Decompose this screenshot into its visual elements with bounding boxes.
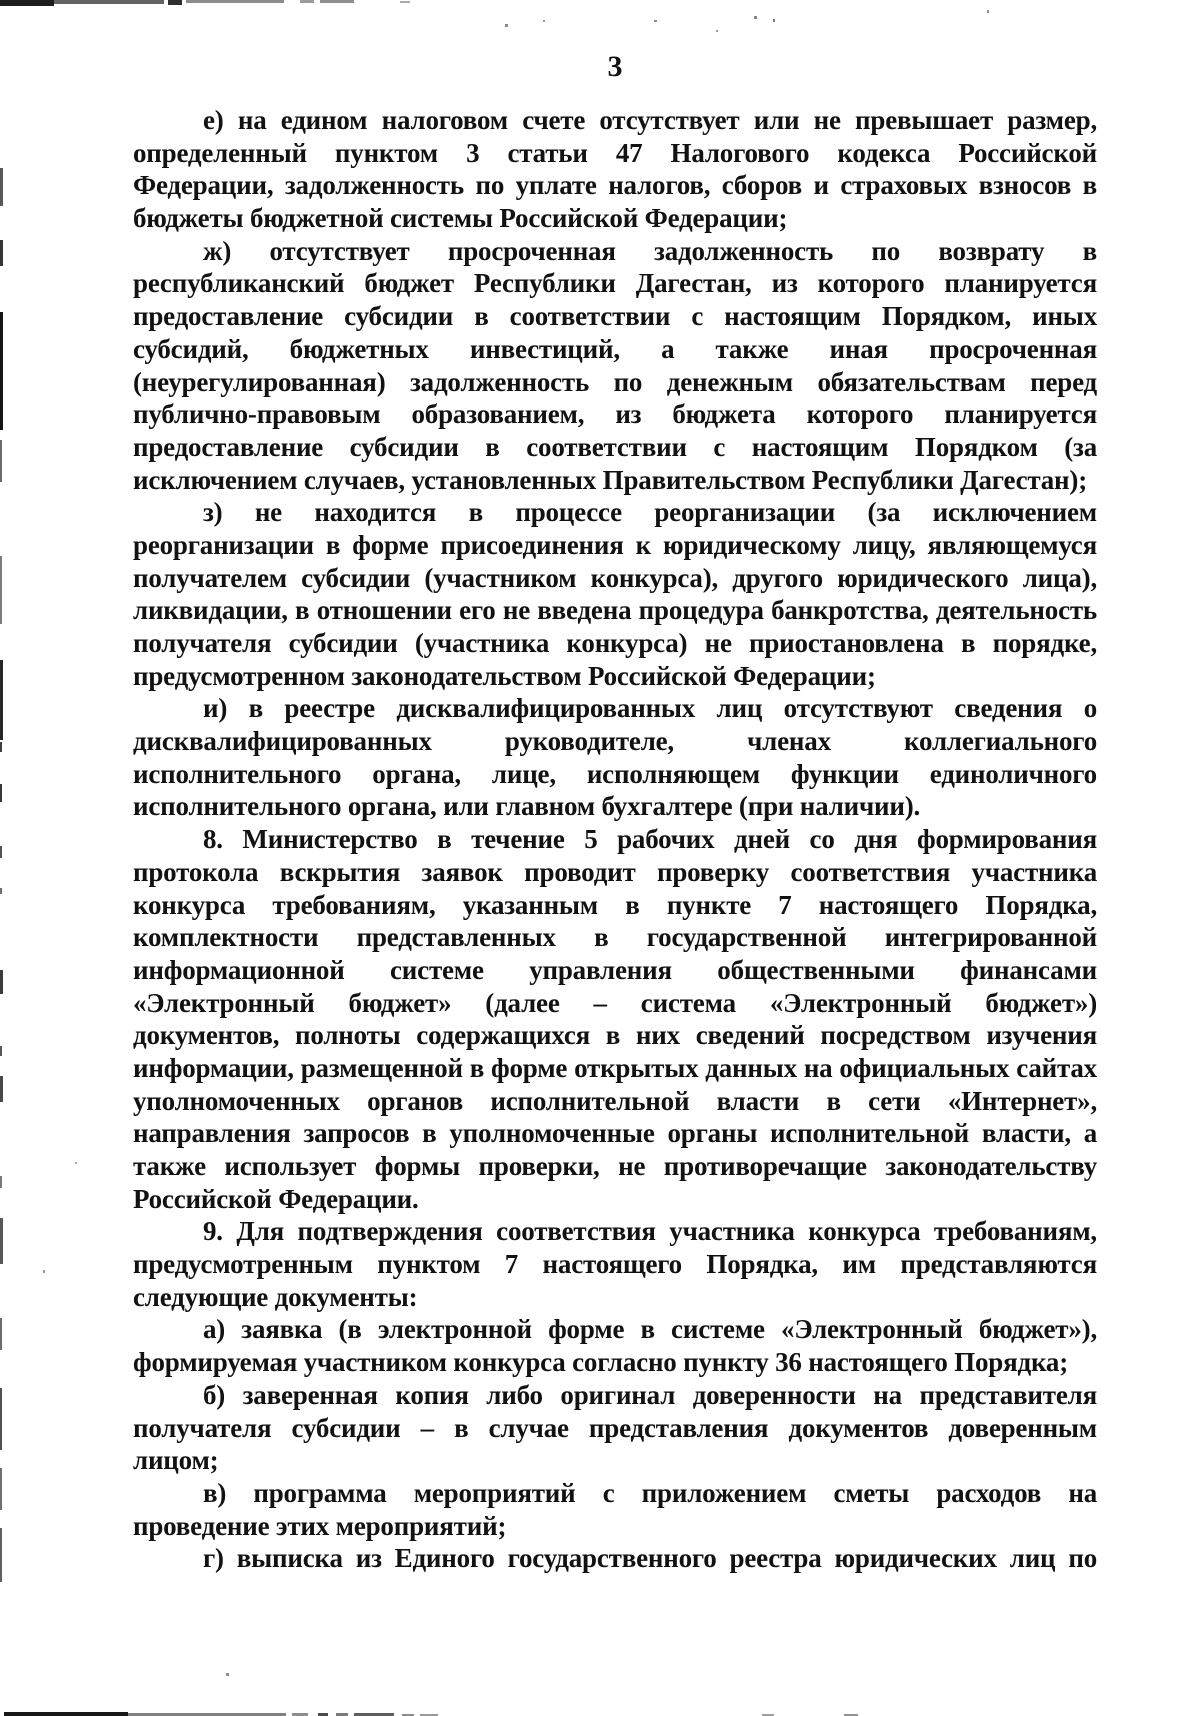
text-line: (неурегулированная) задолженность по денежным обязательствам перед [133, 366, 1097, 397]
left-edge-line [0, 1318, 2, 1350]
left-edge-line [0, 556, 2, 624]
text-line: 8. Министерство в течение 5 рабочих дней со дня формирования [203, 824, 1097, 855]
text-line: проведение этих мероприятий; [133, 1510, 507, 1541]
text-line: субсидий, бюджетных инвестиций, а также иная просроченная [133, 333, 1097, 364]
paragraph [133, 496, 1097, 692]
paragraph [133, 692, 1097, 823]
left-edge-line [0, 1388, 2, 1450]
text-line: протокола вскрытия заявок проводит проверку соответствия участника [133, 856, 1097, 887]
left-edge-line [0, 1528, 2, 1582]
left-edge-line [0, 240, 3, 266]
text-line: информации, размещенной в форме открытых данных на официальных сайтах [133, 1052, 1097, 1083]
left-edge-line [0, 1176, 2, 1188]
left-edge-line [0, 846, 2, 858]
text-line: и) в реестре дисквалифицированных лиц отсутствуют сведения о [203, 693, 1097, 724]
left-edge-line [0, 742, 2, 752]
paragraph [133, 1313, 1097, 1378]
text-line: также использует формы проверки, не противоречащие законодательству [133, 1151, 1097, 1181]
left-edge-line [0, 1076, 3, 1102]
bottom-edge-bar [4, 1712, 128, 1716]
top-edge-bar [186, 0, 284, 3]
scan-speck [43, 1270, 45, 1273]
paragraph [133, 823, 1097, 1215]
text-line: предусмотренным пунктом 7 настоящего Порядка, им представляются [133, 1249, 1097, 1280]
text-line: исполнительного органа, или главном бухгалтере (при наличии). [133, 791, 921, 822]
text-line: конкурса требованиям, указанным в пункте 7 настоящего Порядка, [133, 889, 1097, 920]
scan-speck [773, 19, 775, 22]
text-line: уполномоченных органов исполнительной власти в сети «Интернет», [133, 1085, 1097, 1116]
paragraph [133, 235, 1097, 497]
page-number: 3 [607, 50, 623, 83]
text-line: предусмотренном законодательством Российской Федерации; [133, 660, 876, 691]
text-line: а) заявка (в электронной форме в системе «Электронный бюджет»), [203, 1314, 1097, 1345]
text-line: бюджеты бюджетной системы Российской Федерации; [133, 203, 788, 234]
text-line: ж) отсутствует просроченная задолженность по возврату в [203, 235, 1097, 266]
left-edge-line [0, 440, 2, 482]
text-line: 9. Для подтверждения соответствия участника конкурса требованиям, [203, 1216, 1097, 1247]
scan-speck [716, 30, 718, 32]
text-line: лицом; [133, 1445, 219, 1476]
text-line: «Электронный бюджет» (далее – система «Электронный бюджет») [133, 987, 1097, 1018]
text-line: ликвидации, в отношении его не введена процедура банкротства, деятельность [133, 595, 1097, 626]
left-edge-line [0, 1046, 2, 1056]
text-line: получателем субсидии (участником конкурса), другого юридического лица), [133, 562, 1097, 593]
paragraph [133, 104, 1097, 235]
text-line: г) выписка из Единого государственного реестра юридических лиц по [203, 1543, 1097, 1574]
text-line: документов, полноты содержащихся в них сведений посредством изучения [133, 1020, 1097, 1051]
top-edge-bar [54, 0, 164, 4]
scan-speck [75, 1162, 77, 1164]
scan-speck [654, 20, 657, 22]
paragraph [133, 1477, 1097, 1542]
text-line: комплектности представленных в государственной интегрированной [133, 922, 1097, 953]
left-edge-line [0, 1468, 2, 1510]
text-line: определенный пунктом 3 статьи 47 Налогового кодекса Российской [133, 137, 1097, 168]
scan-speck [226, 1673, 229, 1676]
top-edge-bar [320, 0, 354, 3]
top-edge-bar [0, 0, 54, 6]
text-line: публично-правовым образованием, из бюджета которого планируется [133, 399, 1097, 430]
text-line: информационной системе управления общественными финансами [133, 954, 1097, 985]
scan-speck [987, 10, 989, 13]
left-edge-line [0, 888, 2, 894]
text-line: республиканский бюджет Республики Дагестан, из которого планируется [133, 268, 1097, 299]
text-line: Российской Федерации. [133, 1183, 419, 1214]
text-line: исполнительного органа, лице, исполняющем функции единоличного [133, 758, 1097, 789]
text-line: реорганизации в форме присоединения к юридическому лицу, являющемуся [133, 529, 1097, 560]
left-edge-line [0, 970, 3, 994]
scan-speck [505, 24, 508, 27]
text-line: получателя субсидии (участника конкурса) не приостановлена в порядке, [133, 628, 1097, 658]
text-line: формируемая участником конкурса согласно пункту 36 настоящего Порядка; [133, 1347, 1069, 1378]
left-edge-line [0, 312, 3, 430]
text-line: исключением случаев, установленных Правительством Республики Дагестан); [133, 464, 1087, 495]
left-edge-line [0, 1218, 3, 1264]
left-edge-line [0, 660, 3, 740]
scan-speck [754, 16, 757, 19]
text-line: б) заверенная копия либо оригинал доверенности на представителя [203, 1379, 1097, 1410]
text-line: в) программа мероприятий с приложением сметы расходов на [203, 1477, 1097, 1508]
text-line: направления запросов в уполномоченные органы исполнительной власти, а [133, 1118, 1097, 1149]
top-edge-bar [300, 0, 314, 3]
left-edge-line [0, 168, 3, 206]
text-line: следующие документы: [133, 1281, 418, 1312]
text-line: предоставление субсидии в соответствии с настоящим Порядком (за [133, 431, 1097, 462]
left-edge-line [0, 784, 2, 802]
text-line: Федерации, задолженность по уплате налогов, сборов и страховых взносов в [133, 170, 1097, 201]
paragraph [133, 1379, 1097, 1477]
document-body [133, 104, 1097, 1575]
top-edge-bar [168, 0, 182, 5]
scan-speck [543, 20, 545, 22]
paragraph [133, 1542, 1097, 1575]
top-edge-bar [400, 1, 410, 3]
text-line: предоставление субсидии в соответствии с настоящим Порядком, иных [133, 301, 1097, 332]
text-line: е) на едином налоговом счете отсутствует или не превышает размер, [203, 105, 1097, 135]
text-line: з) не находится в процессе реорганизации (за исключением [203, 497, 1097, 528]
text-line: получателя субсидии – в случае представления документов доверенным [133, 1412, 1097, 1443]
text-line: дисквалифицированных руководителе, членах коллегиального [133, 726, 1097, 757]
paragraph [133, 1215, 1097, 1313]
